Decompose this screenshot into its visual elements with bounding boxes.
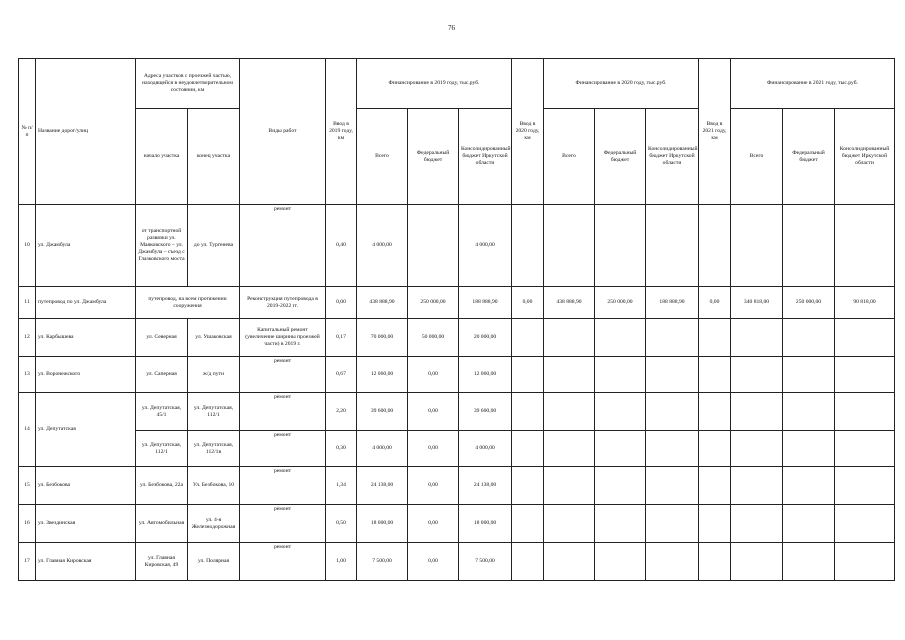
cell-num: 16 — [19, 505, 36, 543]
cell-in21 — [699, 467, 731, 505]
cell-r21 — [835, 543, 895, 581]
cell-t20 — [544, 467, 595, 505]
cell-t21 — [731, 543, 783, 581]
cell-t21 — [731, 205, 783, 287]
cell-r21 — [835, 505, 895, 543]
header-federal-2020: Федеральный бюджет — [595, 109, 646, 205]
header-works: Виды работ — [240, 59, 326, 205]
header-road: Название дорог/улиц — [36, 59, 136, 205]
cell-start: ул. Северная — [136, 319, 188, 357]
cell-r21 — [835, 319, 895, 357]
cell-t20 — [544, 205, 595, 287]
cell-t19: 4 000,00 — [357, 431, 408, 467]
table-row — [19, 505, 895, 543]
cell-r20 — [646, 543, 699, 581]
header-end: конец участка — [188, 109, 240, 205]
cell-t19: 39 600,00 — [357, 393, 408, 431]
cell-works: ремонт — [240, 467, 326, 505]
cell-in19: 0,00 — [326, 287, 357, 319]
cell-f21 — [783, 505, 835, 543]
cell-f19: 0,00 — [408, 357, 459, 393]
cell-in20 — [512, 505, 544, 543]
cell-t20 — [544, 431, 595, 467]
cell-works: Реконструкция путепровода в 2019-2022 гг. — [240, 287, 326, 319]
cell-f21 — [783, 431, 835, 467]
table-row — [19, 205, 895, 287]
cell-num: 13 — [19, 357, 36, 393]
cell-start: ул. Саперная — [136, 357, 188, 393]
cell-r20 — [646, 431, 699, 467]
cell-in19: 0,30 — [326, 431, 357, 467]
cell-f20 — [595, 505, 646, 543]
cell-end: ул. 4-я Железнодорожная — [188, 505, 240, 543]
cell-num: 17 — [19, 543, 36, 581]
cell-in20 — [512, 205, 544, 287]
header-address: Адреса участков с проезжей частью, находящейся в неудовлетворительном состоянии, км — [136, 59, 240, 109]
header-input-2021: Ввод в 2021 году, км — [699, 59, 731, 205]
header-fin-2021: Финансирование в 2021 году, тыс.руб. — [731, 59, 895, 109]
cell-in19: 0,40 — [326, 205, 357, 287]
cell-in21 — [699, 505, 731, 543]
cell-r19: 20 000,00 — [459, 319, 512, 357]
cell-t20 — [544, 543, 595, 581]
cell-t19: 438 888,90 — [357, 287, 408, 319]
cell-works: Капитальный ремонт (увеличение ширины проезжей части) в 2019 г. — [240, 319, 326, 357]
cell-end: ж/д пути — [188, 357, 240, 393]
header-federal-2021: Федеральный бюджет — [783, 109, 835, 205]
cell-works: ремонт — [240, 357, 326, 393]
cell-road: ул. Звездинская — [36, 505, 136, 543]
cell-in21 — [699, 543, 731, 581]
table-row — [19, 287, 895, 319]
cell-in20: 0,00 — [512, 287, 544, 319]
cell-t20 — [544, 505, 595, 543]
cell-end: ул. Ушаковская — [188, 319, 240, 357]
cell-r21 — [835, 205, 895, 287]
cell-f19: 250 000,00 — [408, 287, 459, 319]
cell-f21 — [783, 543, 835, 581]
header-total-2021: Всего — [731, 109, 783, 205]
cell-r19: 4 000,00 — [459, 431, 512, 467]
cell-t21 — [731, 431, 783, 467]
cell-works: ремонт — [240, 431, 326, 467]
cell-r19: 4 000,00 — [459, 205, 512, 287]
table-row — [19, 319, 895, 357]
cell-num: 15 — [19, 467, 36, 505]
cell-road: ул. Карбышева — [36, 319, 136, 357]
cell-in21 — [699, 205, 731, 287]
cell-in20 — [512, 431, 544, 467]
cell-in21 — [699, 319, 731, 357]
cell-t20 — [544, 319, 595, 357]
cell-t21 — [731, 505, 783, 543]
cell-t21: 340 818,00 — [731, 287, 783, 319]
cell-works: ремонт — [240, 543, 326, 581]
cell-t21 — [731, 357, 783, 393]
cell-f21 — [783, 357, 835, 393]
cell-t19: 24 138,00 — [357, 467, 408, 505]
cell-f19: 0,00 — [408, 543, 459, 581]
header-input-2020: Ввод в 2020 году, км — [512, 59, 544, 205]
cell-num: 12 — [19, 319, 36, 357]
cell-start: от транспортной развязки ул. Маяковского – ул. Джамбула – съезд с Глазковского моста — [136, 205, 188, 287]
cell-t19: 12 060,00 — [357, 357, 408, 393]
cell-in21 — [699, 393, 731, 431]
cell-r21: 90 818,00 — [835, 287, 895, 319]
cell-f20: 250 000,00 — [595, 287, 646, 319]
header-fin-2019: Финансирование в 2019 году, тыс.руб. — [357, 59, 512, 109]
cell-f21 — [783, 393, 835, 431]
cell-r21 — [835, 467, 895, 505]
cell-f21 — [783, 319, 835, 357]
cell-r21 — [835, 431, 895, 467]
cell-r20: 188 888,90 — [646, 287, 699, 319]
cell-t21 — [731, 319, 783, 357]
cell-f19 — [408, 205, 459, 287]
cell-t20: 438 888,90 — [544, 287, 595, 319]
cell-t20 — [544, 357, 595, 393]
cell-start: путепровод, на всем протяжении сооружения — [136, 287, 240, 319]
cell-f19: 0,00 — [408, 393, 459, 431]
cell-road: ул. Джамбула — [36, 205, 136, 287]
cell-r19: 7 500,00 — [459, 543, 512, 581]
cell-in19: 2,20 — [326, 393, 357, 431]
header-input-2019: Ввод в 2019 году, км — [326, 59, 357, 205]
cell-num: 10 — [19, 205, 36, 287]
cell-road: ул. Безбокова — [36, 467, 136, 505]
cell-f20 — [595, 319, 646, 357]
cell-road: ул. Воронежского — [36, 357, 136, 393]
cell-in21 — [699, 357, 731, 393]
cell-in21 — [699, 431, 731, 467]
cell-f20 — [595, 467, 646, 505]
cell-works: ремонт — [240, 505, 326, 543]
cell-f20 — [595, 205, 646, 287]
header-num: № п/п — [19, 59, 36, 205]
header-fin-2020: Финансирование в 2020 году, тыс.руб. — [544, 59, 699, 109]
cell-r20 — [646, 357, 699, 393]
cell-end: Ул. Безбокова, 10 — [188, 467, 240, 505]
cell-in19: 0,50 — [326, 505, 357, 543]
cell-t20 — [544, 393, 595, 431]
cell-num: 14 — [19, 393, 36, 467]
header-regional-2021: Консолидированный бюджет Иркутской области — [835, 109, 895, 205]
cell-road: ул. Главная Кировская — [36, 543, 136, 581]
cell-in20 — [512, 543, 544, 581]
cell-r20 — [646, 505, 699, 543]
cell-r20 — [646, 393, 699, 431]
cell-f19: 0,00 — [408, 431, 459, 467]
cell-f21 — [783, 205, 835, 287]
cell-in20 — [512, 467, 544, 505]
cell-end: ул. Депутатская, 112/1 — [188, 393, 240, 431]
cell-t19: 4 000,00 — [357, 205, 408, 287]
header-total-2020: Всего — [544, 109, 595, 205]
cell-r19: 12 060,00 — [459, 357, 512, 393]
cell-f20 — [595, 357, 646, 393]
cell-works: ремонт — [240, 393, 326, 431]
cell-t21 — [731, 393, 783, 431]
table-row — [19, 393, 895, 431]
page-number: 76 — [448, 24, 455, 32]
cell-r19: 18 000,00 — [459, 505, 512, 543]
cell-end: ул. Полярная — [188, 543, 240, 581]
table-row — [19, 467, 895, 505]
cell-end: до ул. Тургенева — [188, 205, 240, 287]
cell-end: ул. Депутатская, 112/1в — [188, 431, 240, 467]
cell-f20 — [595, 393, 646, 431]
cell-road: ул. Депутатская — [36, 393, 136, 467]
cell-r20 — [646, 205, 699, 287]
cell-in19: 0,17 — [326, 319, 357, 357]
cell-in19: 1,34 — [326, 467, 357, 505]
cell-start: ул. Депутатская, 45/1 — [136, 393, 188, 431]
cell-start: ул. Главная Кировская, 49 — [136, 543, 188, 581]
table-row — [19, 431, 895, 467]
cell-in21: 0,00 — [699, 287, 731, 319]
cell-in20 — [512, 357, 544, 393]
cell-num: 11 — [19, 287, 36, 319]
header-start: начало участка — [136, 109, 188, 205]
cell-r19: 39 600,00 — [459, 393, 512, 431]
cell-t19: 70 000,00 — [357, 319, 408, 357]
cell-works: ремонт — [240, 205, 326, 287]
header-regional-2019: Консолидированный бюджет Иркутской области — [459, 109, 512, 205]
table-row — [19, 357, 895, 393]
cell-r20 — [646, 467, 699, 505]
cell-f19: 0,00 — [408, 505, 459, 543]
cell-t21 — [731, 467, 783, 505]
table-row — [19, 543, 895, 581]
header-regional-2020: Консолидированный бюджет Иркутской области — [646, 109, 699, 205]
cell-f19: 0,00 — [408, 467, 459, 505]
cell-road: путепровод по ул. Джамбула — [36, 287, 136, 319]
cell-f20 — [595, 431, 646, 467]
cell-t19: 18 000,00 — [357, 505, 408, 543]
cell-in20 — [512, 393, 544, 431]
road-financing-table — [18, 58, 895, 581]
cell-r20 — [646, 319, 699, 357]
cell-f21: 250 000,00 — [783, 287, 835, 319]
cell-f20 — [595, 543, 646, 581]
cell-r19: 188 888,90 — [459, 287, 512, 319]
cell-in19: 0,67 — [326, 357, 357, 393]
cell-r21 — [835, 393, 895, 431]
cell-r21 — [835, 357, 895, 393]
cell-r19: 24 138,00 — [459, 467, 512, 505]
cell-in20 — [512, 319, 544, 357]
cell-f21 — [783, 467, 835, 505]
cell-t19: 7 500,00 — [357, 543, 408, 581]
cell-in19: 1,00 — [326, 543, 357, 581]
cell-start: ул. Депутатская, 112/1 — [136, 431, 188, 467]
header-federal-2019: Федеральный бюджет — [408, 109, 459, 205]
cell-start: ул. Автомобильная — [136, 505, 188, 543]
cell-f19: 50 000,00 — [408, 319, 459, 357]
cell-start: ул. Безбокова, 22а — [136, 467, 188, 505]
header-total-2019: Всего — [357, 109, 408, 205]
